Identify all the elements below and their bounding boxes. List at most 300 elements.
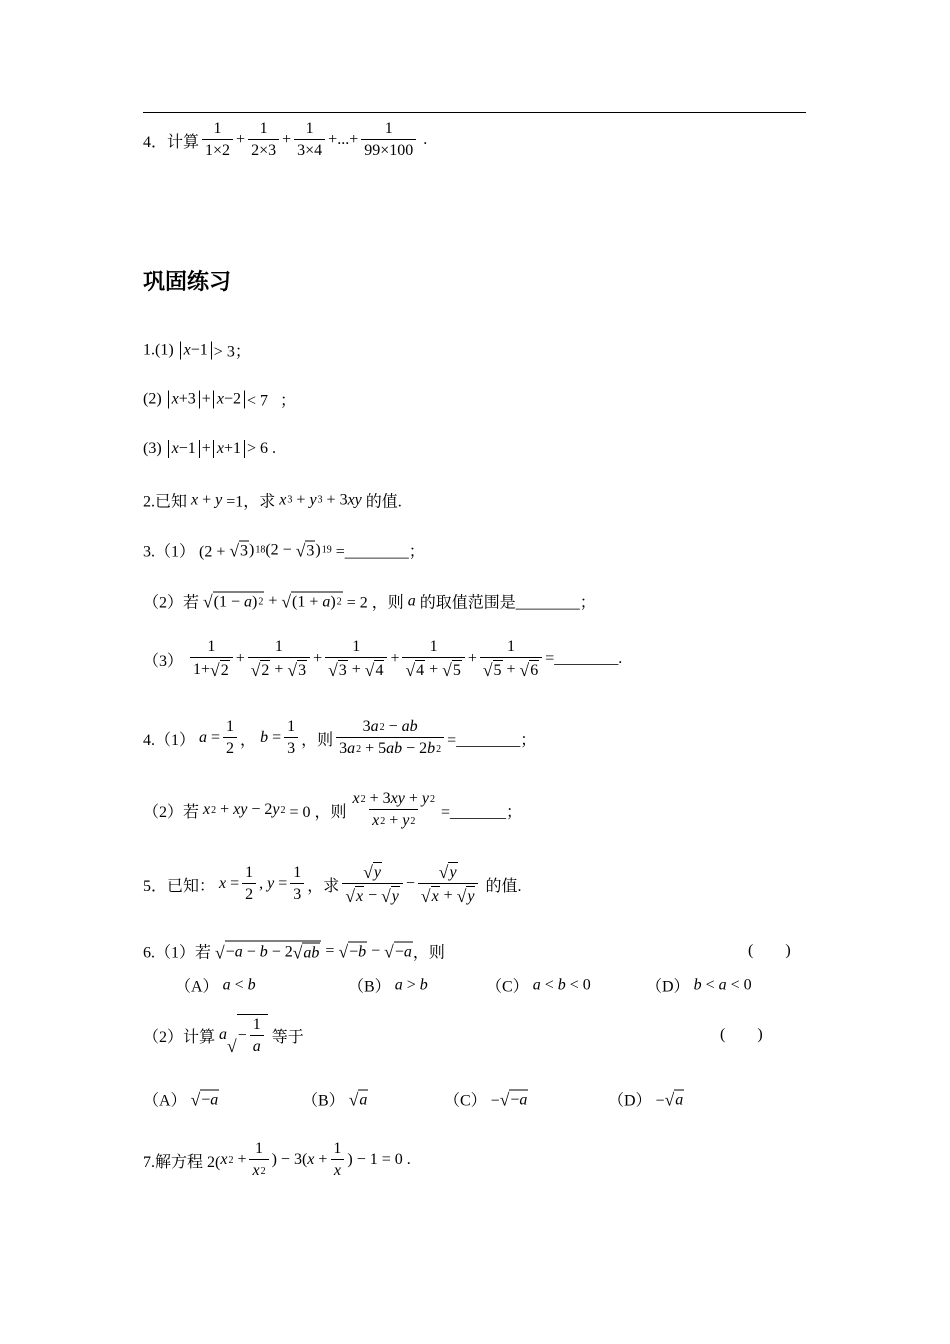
math-text: + [264,592,282,609]
radical-sign-icon: √ [499,1089,510,1110]
math-text: 99×100 [364,142,414,159]
math-text: + [439,887,457,904]
math-variable: b [427,740,436,757]
math-exponent: 2 [360,793,366,805]
option-6-1-c [486,974,591,997]
math-variable: a [219,1026,228,1043]
math-exponent: 2 [336,596,342,608]
math-fraction [248,638,310,680]
sqrt-radicand [302,942,320,962]
math-text: + [198,491,216,508]
math-absolute-value [213,390,245,408]
math-sqrt [338,941,367,961]
exercise-1-2 [143,388,296,411]
math-variable: x [171,440,179,457]
math-text: > 3； [213,343,251,361]
sqrt-radicand [305,540,315,560]
math-text: + [235,650,245,667]
math-text: − [405,875,415,892]
math-text: . [419,131,428,148]
sqrt-radicand [348,941,367,961]
radical-sign-icon: √ [456,886,467,907]
exercise-3-1 [143,539,425,562]
sqrt-radicand [200,1089,219,1109]
math-variable: ab [401,718,418,735]
sqrt-radicand [374,660,384,680]
fraction-denominator [418,883,479,906]
math-text: ) [252,593,258,610]
math-variable: a [407,592,416,609]
math-text: −2 [223,390,241,407]
fraction-denominator [249,1159,268,1180]
math-text: − [201,1091,211,1108]
math-text: 3 [240,542,249,559]
math-variable: a [675,1091,684,1108]
math-text: + [292,491,310,508]
math-text: 1 [352,638,361,655]
fraction-numerator [360,862,385,883]
radical-sign-icon: √ [250,660,261,681]
math-text: − [510,1091,520,1108]
fraction-numerator [223,718,237,737]
sqrt-radicand [674,1089,684,1109]
math-text: − [384,718,402,735]
math-sqrt [349,1089,369,1109]
math-text: +1 [223,440,241,457]
math-text: + 3 [322,491,348,508]
math-text: 3 [306,542,315,559]
math-fraction [350,790,438,830]
math-text: （C） [486,978,533,996]
option-6-2-c [444,1088,528,1111]
math-text: 1 [305,120,314,137]
fraction-denominator [361,139,416,160]
math-text: = 2 ，则 [342,594,408,612]
fraction-denominator [402,657,464,680]
math-text: − 2 [402,740,428,757]
math-variable: b [358,943,367,960]
math-variable: b [247,976,256,993]
radical-sign-icon: √ [405,660,416,681]
sqrt-radicand [431,886,440,906]
math-text: + [385,812,403,829]
math-text: = [268,729,282,746]
math-sqrt [365,660,385,680]
math-fraction [418,862,479,906]
math-variable: xy [233,801,248,818]
fraction-denominator [480,657,542,680]
fraction-denominator [336,737,444,758]
math-text: ，则 [301,731,334,749]
math-text: =_______； [441,803,523,821]
math-text: = [321,942,339,959]
math-variable: y [373,864,381,881]
math-text: 1 [507,638,516,655]
sqrt-radicand [394,941,413,961]
radical-sign-icon: √ [438,862,449,883]
math-text: 2 [226,740,235,757]
math-variable: x [203,801,211,818]
radical-sign-icon: √ [229,540,240,561]
fraction-numerator [257,120,271,139]
math-text: 1 [245,864,254,881]
math-text: + [282,131,292,148]
math-text: + [201,390,211,407]
math-variable: x [333,1162,341,1179]
math-text: 的取值范围是________； [415,594,596,612]
math-text: + [390,650,400,667]
math-variable: a [519,1091,528,1108]
exercise-1-3 [143,440,276,458]
math-variable: b [693,976,702,993]
math-text: 4 [375,662,384,679]
math-exponent: 3 [317,494,323,506]
math-text: 1 [287,718,296,735]
math-text: 2.已知 [143,493,192,511]
math-variable: x [352,790,360,807]
fraction-numerator [303,120,317,139]
sqrt-radicand [415,660,425,680]
radical-sign-icon: √ [364,660,375,681]
math-exponent: 2 [430,793,436,805]
sqrt-radicand [225,940,322,962]
math-text: , [259,875,268,892]
math-text: − [242,943,260,960]
math-exponent: 2 [258,596,264,608]
math-variable: b [557,976,566,993]
math-variable: y [267,875,275,892]
answer-bracket-6-2: ( ) [720,1026,763,1043]
fraction-numerator [272,638,286,657]
math-text: = [274,875,288,892]
math-text: 1 [274,638,283,655]
math-sqrt [251,660,271,680]
radical-sign-icon: √ [420,886,431,907]
fraction-numerator [252,1140,266,1159]
fraction-denominator [325,657,387,680]
math-text: （D） − [608,1092,665,1110]
fraction-denominator [250,1035,264,1056]
math-variable: a [394,976,403,993]
exercise-6-2 [143,1014,304,1056]
math-text: < 7 ； [246,392,296,410]
math-fraction [290,864,304,904]
radical-sign-icon: √ [519,660,530,681]
math-variable: a [199,729,208,746]
sqrt-radicand [239,540,249,560]
math-sqrt [421,886,440,906]
math-sqrt [227,1014,268,1056]
math-text: 1 [384,120,393,137]
math-sqrt [345,886,364,906]
math-text: （3） [143,652,188,670]
math-exponent: 2 [228,1154,234,1166]
math-text: = [226,875,240,892]
math-text: (2) [143,390,166,407]
math-sqrt [203,591,264,611]
math-sqrt [215,940,321,962]
exercise-3-2 [143,590,596,613]
fraction-denominator [248,657,310,680]
fraction-numerator [349,638,363,657]
math-text: 5 [493,662,502,679]
math-sqrt [328,660,348,680]
math-variable: x [307,1151,315,1168]
math-text: 1 [213,120,222,137]
math-text: （2）若 [143,594,204,612]
math-text: = [207,729,221,746]
math-text: （2）若 [143,803,204,821]
math-absolute-value [213,440,245,458]
fraction-denominator [342,883,403,906]
fraction-numerator [250,1016,264,1035]
math-sqrt [405,660,425,680]
math-text: =________. [545,650,623,667]
fraction-denominator [190,657,233,680]
fraction-numerator [242,864,256,883]
math-variable: x [216,440,224,457]
math-fraction [190,638,233,680]
math-text: (3) [143,440,166,457]
fraction-numerator [427,638,441,657]
math-text: ) [315,541,321,558]
math-text: + [467,650,477,667]
radical-sign-icon: √ [664,1089,675,1110]
math-text: 2 [261,662,270,679]
sqrt-radicand [213,591,265,611]
sqrt-radicand [355,886,364,906]
sqrt-radicand [260,660,270,680]
math-sqrt [293,942,321,962]
math-fraction [202,120,233,160]
math-sqrt [191,1089,220,1109]
math-variable: x [431,888,439,905]
sqrt-radicand [452,660,462,680]
math-variable: a [532,976,541,993]
math-variable: a [222,976,231,993]
math-text: ，则 [412,944,445,962]
math-variable: a [244,593,253,610]
math-text: =________； [447,731,537,749]
sqrt-radicand [466,886,475,906]
math-exponent: 2 [211,804,217,816]
math-fraction [330,1140,344,1180]
math-text: 1.(1) [143,341,178,358]
radical-sign-icon: √ [281,591,292,612]
math-fraction [402,638,464,680]
math-fraction [223,718,237,758]
math-text: − [367,942,385,959]
math-text: − [237,1027,247,1044]
math-variable: b [419,976,428,993]
math-variable: a [322,593,331,610]
sqrt-radicand [358,1089,368,1109]
math-fraction [325,638,387,680]
math-sqrt [210,660,230,680]
fraction-denominator [223,737,237,758]
math-absolute-value [168,390,200,408]
math-text: 的值. [481,877,522,895]
math-sqrt [363,862,382,882]
math-exponent: 2 [356,743,362,755]
math-variable: x [252,1162,260,1179]
math-exponent: 19 [321,544,332,556]
math-variable: x [183,341,191,358]
sqrt-radicand [338,660,348,680]
math-text: (1 + [292,593,323,610]
fraction-numerator [504,638,518,657]
math-sqrt [384,941,413,961]
math-text: + [347,661,365,678]
math-variable: ab [386,740,403,757]
math-text: +...+ [328,131,359,148]
math-text: 3 [298,662,307,679]
radical-sign-icon: √ [203,591,213,612]
option-6-1-a [175,974,256,997]
sqrt-radicand [220,660,230,680]
math-variable: b [260,729,269,746]
math-text: − [225,943,235,960]
math-text: =1，求 [222,493,280,511]
math-text: （B） [302,1092,349,1110]
radical-sign-icon: √ [345,886,355,907]
math-text: 1×2 [205,142,231,159]
math-sqrt [287,660,307,680]
radical-sign-icon: √ [482,660,493,681]
math-variable: a [370,718,379,735]
math-text: − [364,887,382,904]
math-text: 1 [293,864,302,881]
math-variable: a [403,943,412,960]
radical-sign-icon: √ [287,660,298,681]
math-variable: a [347,740,356,757]
math-text: 4．计算 [143,133,200,151]
fraction-numerator [211,120,225,139]
math-text: < 0 [565,976,591,993]
math-text: − 2 [267,943,293,960]
fraction-denominator [284,737,298,758]
math-variable: x [279,491,287,508]
math-text: 5 [452,662,461,679]
section-heading: 巩固练习 [143,270,232,295]
radical-sign-icon: √ [190,1089,201,1110]
math-text: =________； [331,543,425,561]
math-text: + [270,661,288,678]
math-variable: x [355,888,364,905]
math-variable: y [391,888,399,905]
math-sqrt [442,660,462,680]
math-sqrt [281,591,342,611]
math-exponent: 3 [287,494,293,506]
sqrt-radicand [297,660,307,680]
math-text: （B） [348,978,395,996]
math-text: 6 [530,662,539,679]
radical-sign-icon: √ [210,660,220,681]
math-text: + [502,661,520,678]
radical-sign-icon: √ [328,660,338,681]
math-variable: y [402,812,410,829]
math-fraction [284,718,298,758]
math-variable: x [219,875,227,892]
math-variable: x [220,1151,228,1168]
math-text: +3 [178,390,196,407]
math-exponent: 2 [260,1165,266,1177]
math-text: − 2 [247,801,273,818]
math-text: （C） − [444,1092,500,1110]
math-text: + [425,661,443,678]
math-exponent: 2 [379,721,385,733]
fraction-denominator [369,809,418,830]
fraction-denominator [290,883,304,904]
fraction-denominator [242,883,256,904]
math-text: 1 [333,1140,342,1157]
fraction-numerator [330,1140,344,1159]
math-text: + [314,1151,328,1168]
radical-sign-icon: √ [227,1036,237,1057]
math-variable: xy [390,790,405,807]
math-text: > [402,976,420,993]
math-exponent: 2 [280,804,286,816]
math-text: 5．已知： [143,877,220,895]
math-variable: x [171,390,179,407]
math-sqrt [296,540,316,560]
math-text: ) − 3( [271,1151,308,1168]
math-variable: y [421,790,430,807]
math-variable: x [372,812,380,829]
option-6-2-d [608,1088,684,1111]
fraction-denominator [294,139,325,160]
math-variable: a [252,1038,261,1055]
math-variable: b [259,943,268,960]
math-text: 3 [287,740,296,757]
radical-sign-icon: √ [295,540,306,561]
math-absolute-value [168,440,200,458]
exercise-5 [143,862,521,906]
math-variable: y [272,801,280,818]
math-text: + 3 [365,790,391,807]
radical-sign-icon: √ [384,941,394,962]
radical-sign-icon: √ [381,886,391,907]
math-fraction [361,120,416,160]
math-variable: a [718,976,727,993]
math-variable: a [234,943,243,960]
problem-4-sum [143,120,427,160]
sqrt-radicand [529,660,539,680]
math-sqrt [457,886,476,906]
option-6-2-b [302,1088,368,1111]
option-6-2-a [143,1088,219,1111]
sqrt-radicand [448,862,457,882]
math-text: ) [330,593,336,610]
math-text: 1 [259,120,268,137]
math-text: < [540,976,558,993]
math-variable: a [210,1091,219,1108]
radical-sign-icon: √ [215,942,225,963]
fraction-numerator [204,638,218,657]
math-text: 4.（1） [143,731,200,749]
math-text: > 6 . [246,440,276,457]
math-text: ) [249,541,255,558]
fraction-numerator [436,862,461,883]
math-fraction [249,1140,268,1180]
header-rule [143,112,806,113]
math-text: 3 [293,886,302,903]
math-text: 等于 [267,1028,304,1046]
math-text: + 5 [361,740,387,757]
radical-sign-icon: √ [442,660,452,681]
math-text: −1 [190,341,208,358]
math-sqrt [665,1089,685,1109]
